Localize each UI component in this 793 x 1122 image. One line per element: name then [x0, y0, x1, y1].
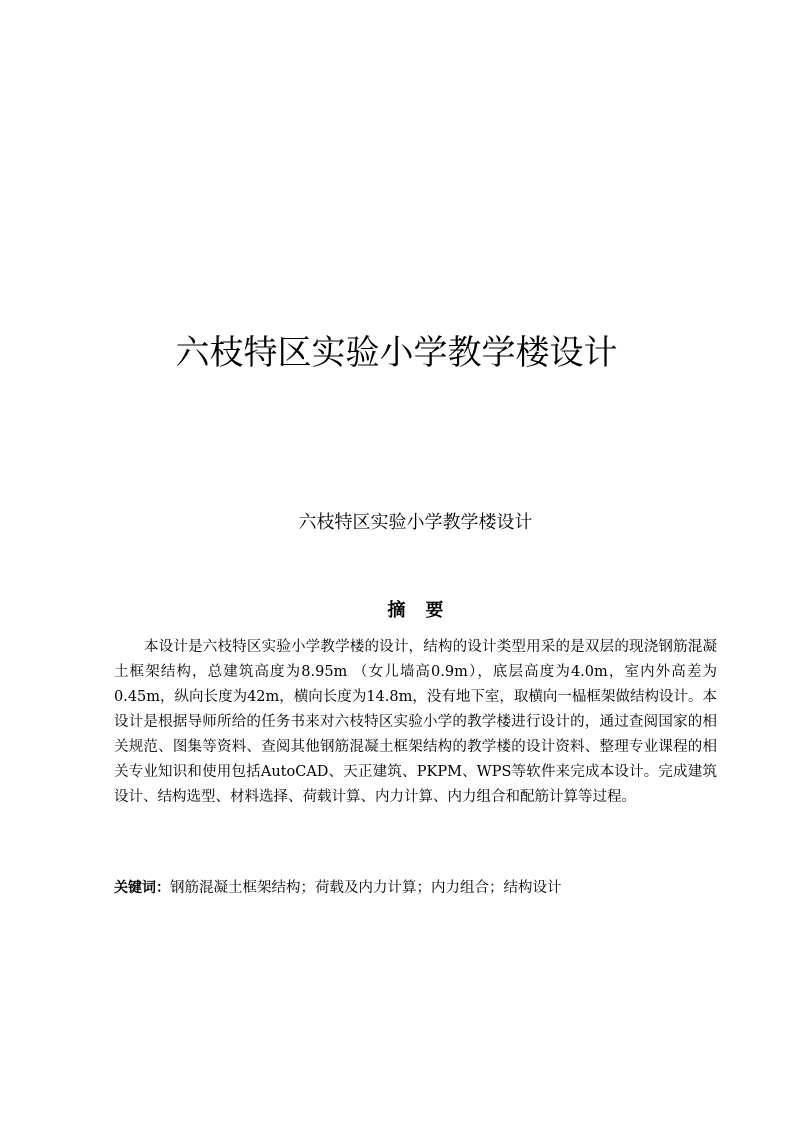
- main-title: 六枝特区实验小学教学楼设计: [175, 333, 618, 373]
- abstract-heading: [0, 598, 793, 624]
- keywords-label: 关键词：: [114, 880, 170, 896]
- abstract-heading-second-char: 要: [425, 600, 444, 621]
- sub-title: 六枝特区实验小学教学楼设计: [298, 512, 533, 533]
- abstract-heading-first-char: 摘: [387, 600, 406, 621]
- abstract-body: 本设计是六枝特区实验小学教学楼的设计，结构的设计类型用采的是双层的现浇钢筋混凝土框架结构，总建筑高度为8.95m （女儿墙高0.9m），底层高度为4.0m，室内外高差为0.45m，纵向长度为42m，横向长度为14.8m，没有地下室，取横向一榀框架做结构设计。本设计是根据导师所给的任务书来对六枝特区实验小学的教学楼进行设计的，通过查阅国家的相关规范、图集等资料、查阅其他钢筋混凝土框架结构的教学楼的设计资料、整理专业课程的相关专业知识和使用包括AutoCAD、天正建筑、PKPM、WPS等软件来完成本设计。完成建筑设计、结构选型、材料选择、荷载计算、内力计算、内力组合和配筋计算等过程。: [114, 639, 717, 805]
- keywords-line: [114, 876, 717, 901]
- keywords-text: 钢筋混凝土框架结构；荷载及内力计算；内力组合；结构设计: [170, 880, 562, 896]
